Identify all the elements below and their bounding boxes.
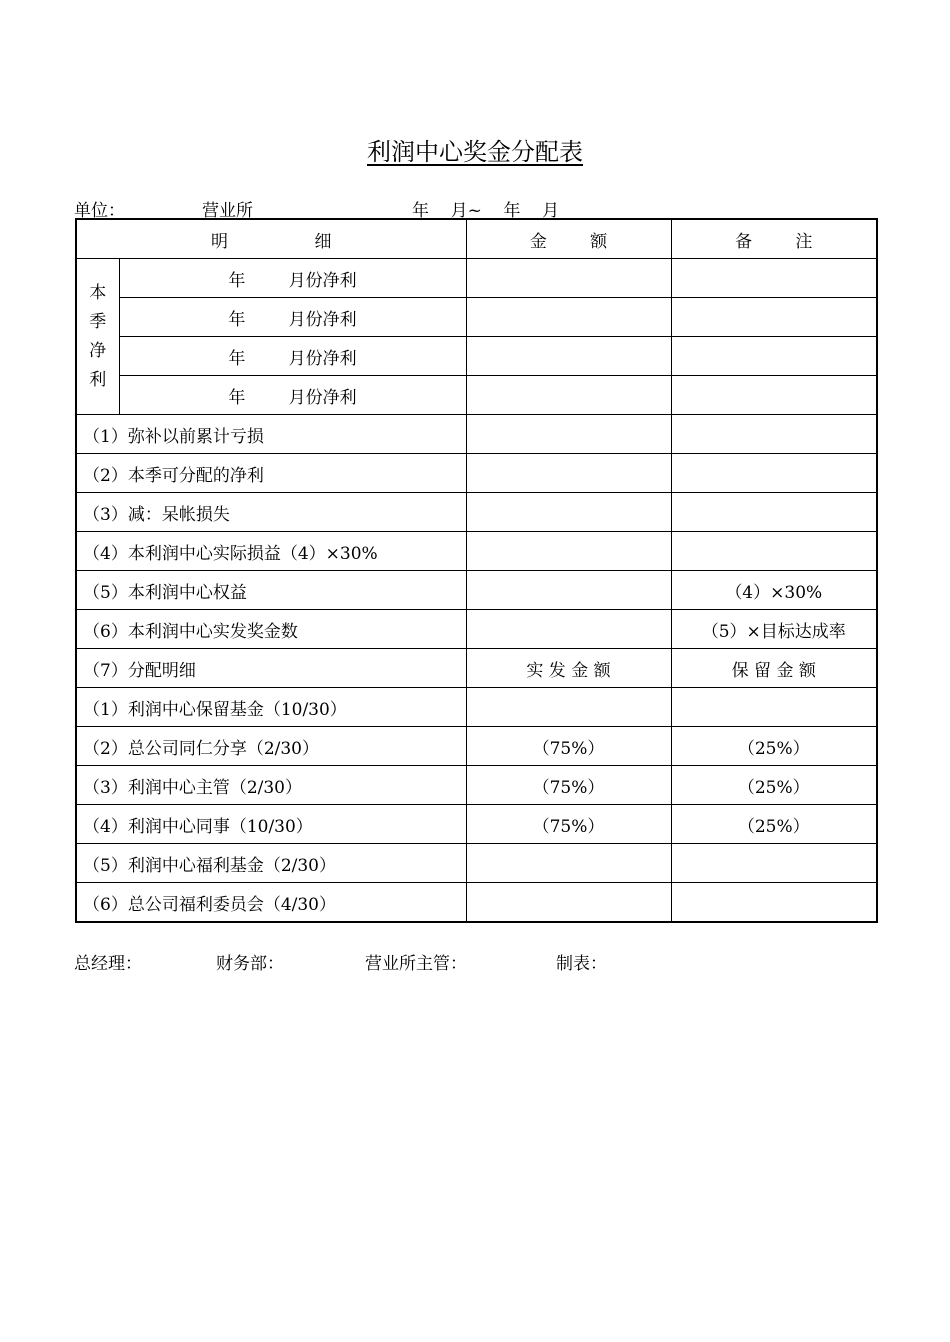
- retained-amount-cell: （25%）: [671, 727, 877, 766]
- unit-value: 营业所: [202, 201, 253, 221]
- retained-amount-cell[interactable]: [671, 844, 877, 883]
- table-row: [76, 298, 877, 337]
- paid-amount-cell[interactable]: [466, 688, 671, 727]
- paid-amount-cell: （75%）: [466, 727, 671, 766]
- retained-amount-cell: （25%）: [671, 805, 877, 844]
- header-remarks: 备 注: [671, 219, 877, 259]
- amount-cell[interactable]: [466, 259, 671, 298]
- table-row: [76, 376, 877, 415]
- period: 年 月~ 年 月: [412, 201, 560, 221]
- paid-amount-header: 实 发 金 额: [466, 649, 671, 688]
- distribution-label: （6）总公司福利委员会（4/30）: [76, 883, 466, 923]
- distribution-header-row: [76, 649, 877, 688]
- header-detail: 明 细: [76, 219, 466, 259]
- table-row: [76, 883, 877, 923]
- amount-cell[interactable]: [466, 454, 671, 493]
- remarks-cell[interactable]: [671, 415, 877, 454]
- retained-amount-cell[interactable]: [671, 688, 877, 727]
- table-row: [76, 337, 877, 376]
- month-net-profit-label: 年 月份净利: [119, 376, 466, 415]
- amount-cell[interactable]: [466, 337, 671, 376]
- item-label: （4）本利润中心实际损益（4）×30%: [76, 532, 466, 571]
- item-label: （2）本季可分配的净利: [76, 454, 466, 493]
- month-net-profit-label: 年 月份净利: [119, 298, 466, 337]
- retained-amount-header: 保 留 金 额: [671, 649, 877, 688]
- remarks-cell[interactable]: [671, 298, 877, 337]
- meta-line: [74, 196, 874, 221]
- remarks-cell[interactable]: [671, 337, 877, 376]
- remarks-cell[interactable]: [671, 454, 877, 493]
- prepared-by-signature: 制表：: [556, 954, 607, 974]
- table-row: [76, 844, 877, 883]
- table-row: [76, 454, 877, 493]
- table-row: [76, 688, 877, 727]
- distribution-label: （4）利润中心同事（10/30）: [76, 805, 466, 844]
- table-row: [76, 805, 877, 844]
- paid-amount-cell: （75%）: [466, 766, 671, 805]
- amount-cell[interactable]: [466, 610, 671, 649]
- retained-amount-cell[interactable]: [671, 883, 877, 923]
- remarks-cell[interactable]: [671, 532, 877, 571]
- month-net-profit-label: 年 月份净利: [119, 337, 466, 376]
- remarks-cell: （5）×目标达成率: [671, 610, 877, 649]
- remarks-cell[interactable]: [671, 376, 877, 415]
- table-row: [76, 415, 877, 454]
- item-label: （7）分配明细: [76, 649, 466, 688]
- remarks-cell[interactable]: [671, 493, 877, 532]
- header-amount: 金 额: [466, 219, 671, 259]
- item-label: （1）弥补以前累计亏损: [76, 415, 466, 454]
- distribution-label: （3）利润中心主管（2/30）: [76, 766, 466, 805]
- remarks-cell[interactable]: [671, 259, 877, 298]
- distribution-label: （5）利润中心福利基金（2/30）: [76, 844, 466, 883]
- distribution-label: （1）利润中心保留基金（10/30）: [76, 688, 466, 727]
- item-label: （6）本利润中心实发奖金数: [76, 610, 466, 649]
- table-row: [76, 571, 877, 610]
- branch-supervisor-signature: 营业所主管：: [365, 954, 467, 974]
- amount-cell[interactable]: [466, 571, 671, 610]
- quarter-net-profit-label: 本 季 净 利: [76, 259, 119, 415]
- paid-amount-cell[interactable]: [466, 883, 671, 923]
- table-row: [76, 727, 877, 766]
- general-manager-signature: 总经理：: [74, 954, 142, 974]
- distribution-label: （2）总公司同仁分享（2/30）: [76, 727, 466, 766]
- retained-amount-cell: （25%）: [671, 766, 877, 805]
- amount-cell[interactable]: [466, 532, 671, 571]
- item-label: （5）本利润中心权益: [76, 571, 466, 610]
- amount-cell[interactable]: [466, 493, 671, 532]
- signature-footer: [74, 949, 874, 974]
- month-net-profit-label: 年 月份净利: [119, 259, 466, 298]
- amount-cell[interactable]: [466, 298, 671, 337]
- paid-amount-cell[interactable]: [466, 844, 671, 883]
- paid-amount-cell: （75%）: [466, 805, 671, 844]
- page-title: 利润中心奖金分配表: [367, 138, 583, 166]
- amount-cell[interactable]: [466, 415, 671, 454]
- header-row: [76, 219, 877, 259]
- table-row: [76, 610, 877, 649]
- table-row: [76, 259, 877, 298]
- item-label: （3）减：呆帐损失: [76, 493, 466, 532]
- bonus-allocation-table: [75, 218, 878, 923]
- finance-signature: 财务部：: [216, 954, 284, 974]
- table-row: [76, 493, 877, 532]
- remarks-cell: （4）×30%: [671, 571, 877, 610]
- table-row: [76, 766, 877, 805]
- unit-label: 单位：: [74, 201, 125, 221]
- table-row: [76, 532, 877, 571]
- amount-cell[interactable]: [466, 376, 671, 415]
